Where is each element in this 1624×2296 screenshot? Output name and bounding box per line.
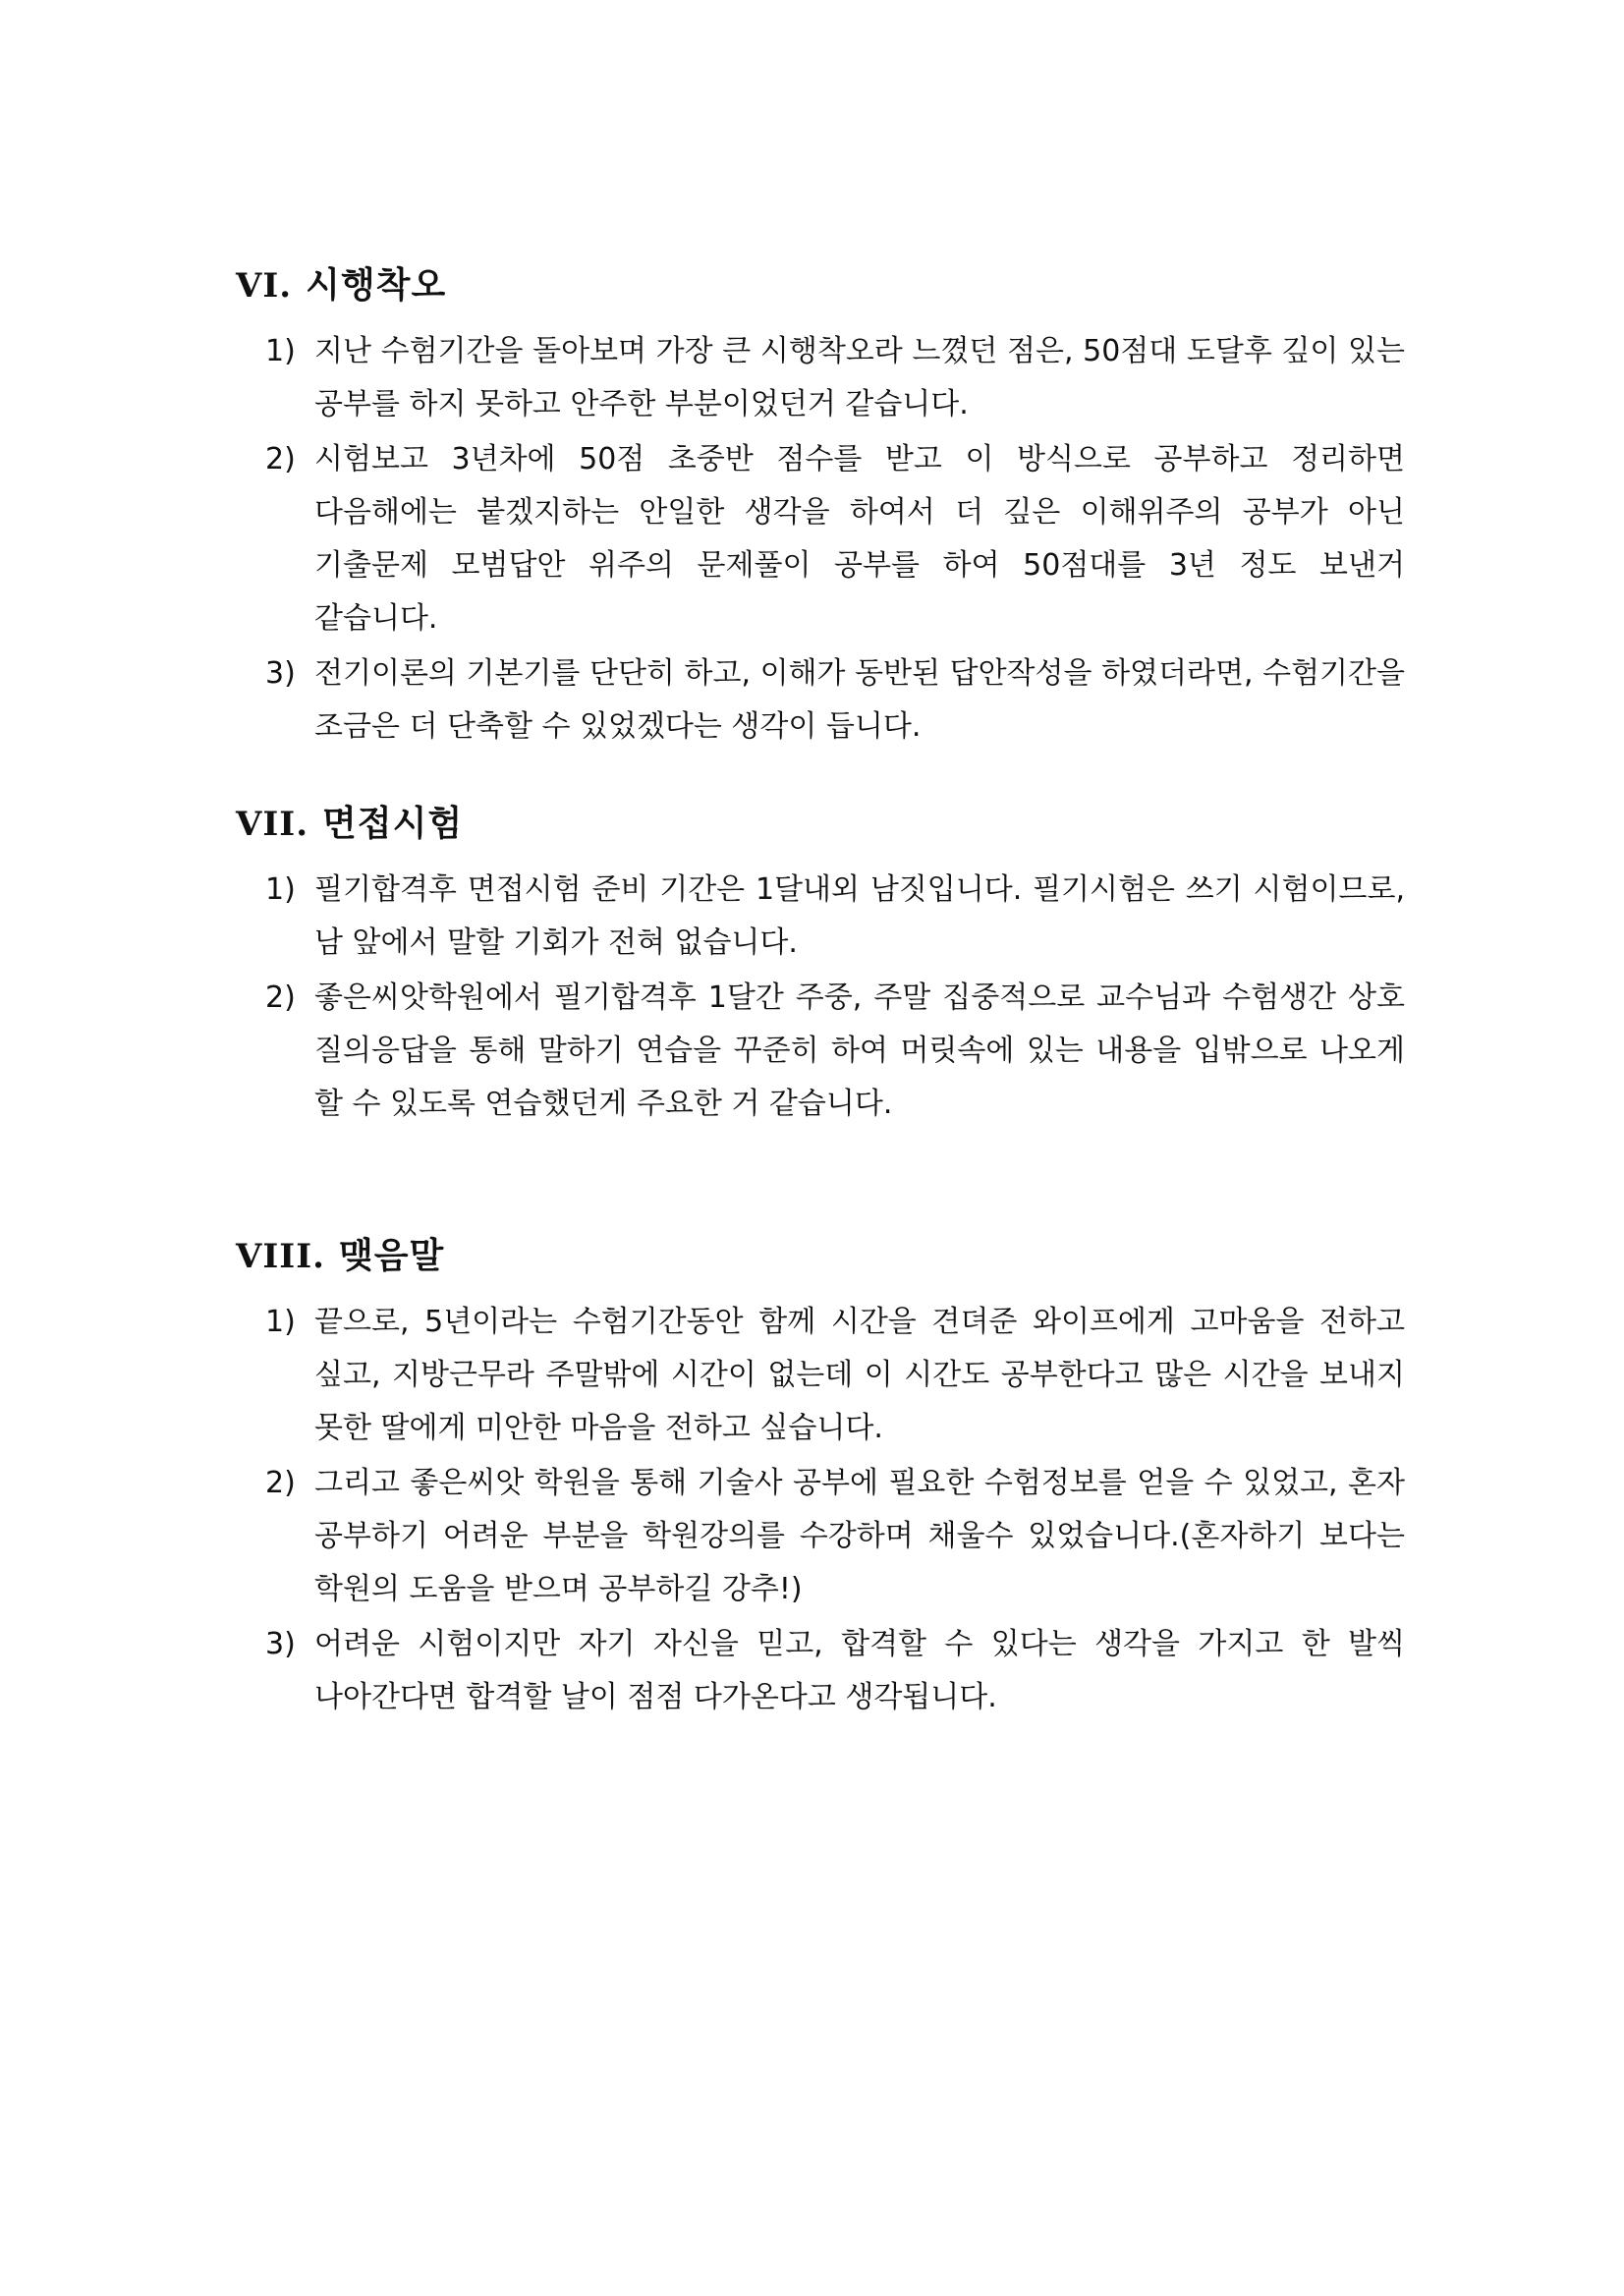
item-number: 3) [265,1627,296,1661]
item-number: 2) [265,980,296,1015]
item-number: 2) [265,442,296,476]
section-number: VII. [236,805,309,844]
item-list [236,1296,1405,1724]
list-item [265,1296,1405,1455]
item-text: 지난 수험기간을 돌아보며 가장 큰 시행착오라 느꼈던 점은, 50점대 도달후 깊이 있는 공부를 하지 못하고 안주한 부분이었던거 같습니다. [314,334,1405,421]
item-text: 그리고 좋은씨앗 학원을 통해 기술사 공부에 필요한 수험정보를 얻을 수 있었고, 혼자 공부하기 어려운 부분을 학원강의를 수강하며 채울수 있었습니다.(혼자하기 보다는 학원의 도움을 받으며 공부하길 강추!) [314,1466,1405,1606]
section-number: VI. [236,266,293,306]
list-item [265,1618,1405,1724]
item-number: 1) [265,872,296,907]
list-item [265,972,1405,1131]
list-item [265,325,1405,431]
list-item [265,864,1405,970]
item-number: 1) [265,334,296,368]
section-heading [236,257,1405,308]
section-closing-remarks [236,1228,1405,1726]
item-number: 1) [265,1305,296,1339]
section-interview-exam [236,796,1405,1133]
list-item [265,433,1405,645]
section-number: VIII. [236,1237,325,1276]
item-number: 2) [265,1466,296,1500]
section-title: 시행착오 [306,265,447,306]
list-item [265,647,1405,754]
section-trial-and-error [236,257,1405,756]
item-number: 3) [265,656,296,691]
section-heading [236,796,1405,846]
section-title: 맺음말 [338,1236,445,1276]
item-text: 전기이론의 기본기를 단단히 하고, 이해가 동반된 답안작성을 하였더라면, 수험기간을 조금은 더 단축할 수 있었겠다는 생각이 듭니다. [314,656,1405,744]
item-text: 필기합격후 면접시험 준비 기간은 1달내외 남짓입니다. 필기시험은 쓰기 시험이므로, 남 앞에서 말할 기회가 전혀 없습니다. [314,872,1405,960]
section-title: 면접시험 [322,804,464,844]
item-list [236,864,1405,1131]
list-item [265,1457,1405,1616]
section-heading [236,1228,1405,1278]
item-text: 끝으로, 5년이라는 수험기간동안 함께 시간을 견뎌준 와이프에게 고마움을 전하고 싶고, 지방근무라 주말밖에 시간이 없는데 이 시간도 공부한다고 많은 시간을 보내지 못한 딸에게 미안한 마음을 전하고 싶습니다. [314,1305,1405,1445]
item-text: 좋은씨앗학원에서 필기합격후 1달간 주중, 주말 집중적으로 교수님과 수험생간 상호 질의응답을 통해 말하기 연습을 꾸준히 하여 머릿속에 있는 내용을 입밖으로 나오게 할 수 있도록 연습했던게 주요한 거 같습니다. [314,980,1405,1121]
item-list [236,325,1405,754]
item-text: 시험보고 3년차에 50점 초중반 점수를 받고 이 방식으로 공부하고 정리하면 다음해에는 붙겠지하는 안일한 생각을 하여서 더 깊은 이해위주의 공부가 아닌 기출문제 모범답안 위주의 문제풀이 공부를 하여 50점대를 3년 정도 보낸거 같습니다. [314,442,1405,636]
item-text: 어려운 시험이지만 자기 자신을 믿고, 합격할 수 있다는 생각을 가지고 한 발씩 나아간다면 합격할 날이 점점 다가온다고 생각됩니다. [314,1627,1405,1714]
